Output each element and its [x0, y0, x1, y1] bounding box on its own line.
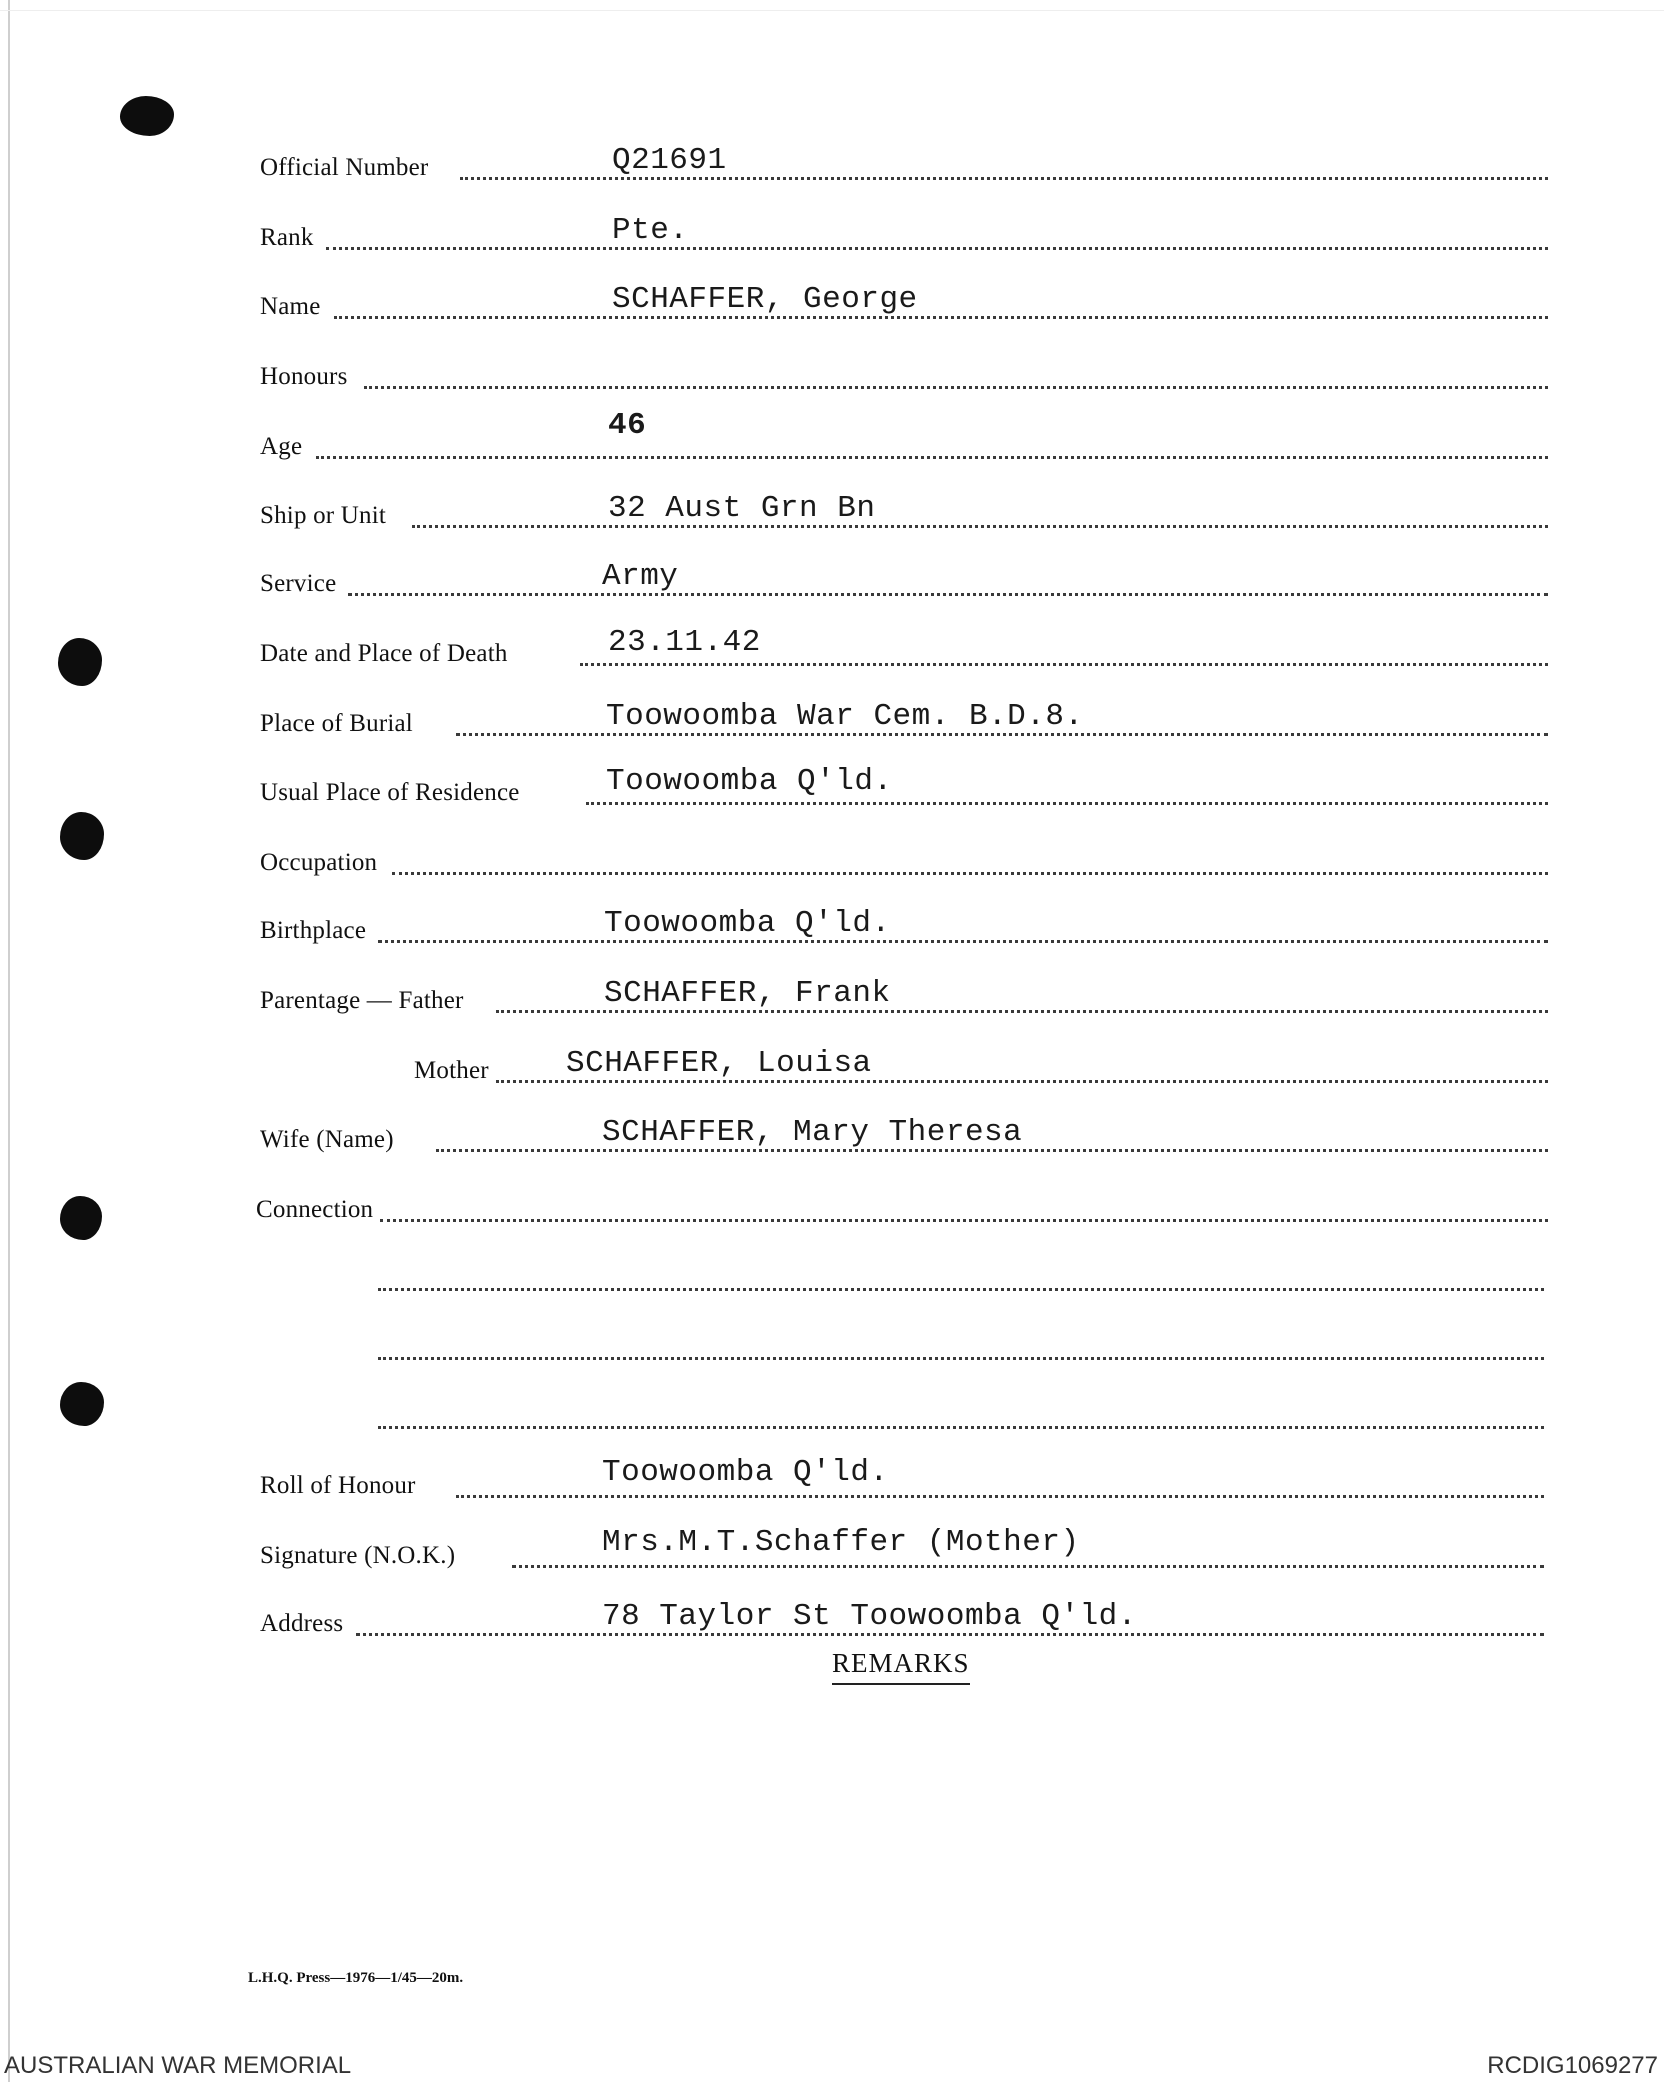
footer-id: RCDIG1069277 — [1487, 2052, 1658, 2079]
field-value: SCHAFFER, Louisa — [566, 1046, 872, 1081]
field-label: Address — [260, 1610, 344, 1637]
punch-hole — [58, 638, 102, 686]
field-label: Mother — [414, 1057, 489, 1084]
field-label: Date and Place of Death — [260, 640, 508, 667]
field-wife-name — [260, 1115, 1548, 1156]
field-label: Signature (N.O.K.) — [260, 1542, 456, 1569]
field-ship-or-unit — [260, 491, 1548, 532]
field-label: Official Number — [260, 154, 429, 181]
dotted-line — [456, 1495, 1544, 1498]
field-value: Toowoomba Q'ld. — [602, 1455, 889, 1490]
field-usual-residence — [260, 764, 1548, 809]
punch-hole — [120, 96, 174, 136]
punch-hole — [60, 812, 104, 860]
dotted-line — [586, 802, 1548, 805]
field-connection — [256, 1190, 1548, 1226]
dotted-line — [378, 940, 1548, 943]
field-value: SCHAFFER, George — [612, 282, 918, 317]
dotted-line — [378, 1288, 1544, 1291]
field-label: Usual Place of Residence — [260, 779, 520, 806]
footer-credit: AUSTRALIAN WAR MEMORIAL — [4, 2052, 352, 2079]
punch-hole — [60, 1196, 102, 1240]
field-label: Parentage — Father — [260, 987, 464, 1014]
field-occupation — [260, 843, 1548, 879]
field-date-place-death — [260, 625, 1548, 670]
dotted-line — [378, 1426, 1544, 1429]
connection-line-3 — [378, 1328, 1544, 1364]
field-parentage-mother — [414, 1046, 1548, 1087]
dotted-line — [334, 316, 1548, 319]
scan-edge — [8, 0, 10, 2082]
field-value: Toowoomba Q'ld. — [604, 906, 891, 941]
field-roll-of-honour — [260, 1455, 1544, 1502]
field-value: Pte. — [612, 213, 689, 248]
field-address — [260, 1599, 1544, 1640]
field-label: Honours — [260, 363, 348, 390]
dotted-line — [412, 525, 1548, 528]
dotted-line — [364, 386, 1548, 389]
field-value: Toowoomba Q'ld. — [606, 764, 893, 799]
dotted-line — [380, 1219, 1548, 1222]
dotted-line — [316, 456, 1548, 459]
field-value: 46 — [608, 408, 647, 443]
field-label: Wife (Name) — [260, 1126, 394, 1153]
field-official-number — [260, 143, 1548, 184]
connection-line-2 — [378, 1259, 1544, 1295]
field-name — [260, 282, 1548, 323]
field-label: Name — [260, 293, 321, 320]
field-honours — [260, 357, 1548, 393]
field-label: Rank — [260, 224, 314, 251]
field-label: Birthplace — [260, 917, 367, 944]
dotted-line — [348, 593, 1548, 596]
field-value: Mrs.M.T.Schaffer (Mother) — [602, 1525, 1080, 1560]
field-signature-nok — [260, 1525, 1544, 1572]
remarks-heading: REMARKS — [832, 1648, 970, 1685]
scan-edge-top — [0, 10, 1664, 11]
field-label: Connection — [256, 1196, 374, 1223]
field-value: Q21691 — [612, 143, 727, 178]
field-value: SCHAFFER, Mary Theresa — [602, 1115, 1023, 1150]
field-service — [260, 559, 1548, 600]
dotted-line — [512, 1565, 1544, 1568]
field-place-of-burial — [260, 699, 1548, 740]
dotted-line — [392, 872, 1548, 875]
punch-hole — [60, 1382, 104, 1426]
field-label: Service — [260, 570, 337, 597]
field-label: Occupation — [260, 849, 378, 876]
field-parentage-father — [260, 976, 1548, 1017]
field-value: 78 Taylor St Toowoomba Q'ld. — [602, 1599, 1137, 1634]
dotted-line — [326, 247, 1548, 250]
field-value: 32 Aust Grn Bn — [608, 491, 876, 526]
field-value: SCHAFFER, Frank — [604, 976, 891, 1011]
field-value: Toowoomba War Cem. B.D.8. — [606, 699, 1084, 734]
field-label: Roll of Honour — [260, 1472, 416, 1499]
field-birthplace — [260, 906, 1548, 947]
field-value: 23.11.42 — [608, 625, 761, 660]
field-value: Army — [602, 559, 679, 594]
connection-line-4 — [378, 1397, 1544, 1433]
field-label: Ship or Unit — [260, 502, 387, 529]
field-rank — [260, 213, 1548, 254]
print-code: L.H.Q. Press—1976—1/45—20m. — [248, 1970, 464, 1986]
dotted-line — [378, 1357, 1544, 1360]
field-label: Place of Burial — [260, 710, 413, 737]
field-age — [260, 408, 1548, 463]
field-label: Age — [260, 433, 303, 460]
dotted-line — [580, 663, 1548, 666]
